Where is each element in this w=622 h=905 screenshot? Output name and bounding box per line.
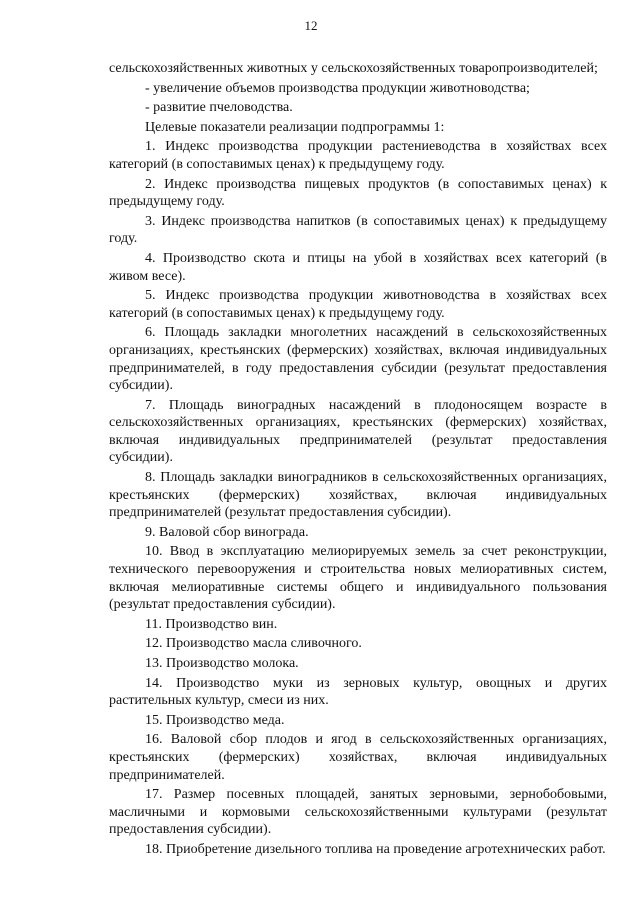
paragraph: 1. Индекс производства продукции растениеводства в хозяйствах всех категорий (в сопоставимых ценах) к предыдущему году. (109, 139, 607, 172)
paragraph: 10. Ввод в эксплуатацию мелиорируемых земель за счет реконструкции, технического перевооружения и строительства новых мелиоративных систем, включая мелиоративные системы общего и индивидуального пользования (результат предоставления субсидии). (109, 544, 607, 613)
paragraph: 9. Валовой сбор винограда. (145, 524, 309, 540)
paragraph: Целевые показатели реализации подпрограммы 1: (145, 119, 445, 135)
paragraph: 3. Индекс производства напитков (в сопоставимых ценах) к предыдущему году. (109, 213, 607, 247)
page-number: 12 (304, 18, 318, 33)
paragraph: сельскохозяйственных животных у сельскохозяйственных товаропроизводителей; (109, 61, 598, 76)
paragraph: 12. Производство масла сливочного. (145, 636, 362, 652)
paragraph: 15. Производство меда. (145, 712, 285, 728)
paragraph: 17. Размер посевных площадей, занятых зерновыми, зернобобовыми, масличными и кормовыми сельскохозяйственными культурами (результат предоставления субсидии). (109, 787, 607, 838)
paragraph: 6. Площадь закладки многолетних насаждений в сельскохозяйственных организациях, крестьянских (фермерских) хозяйствах, включая индивидуальных предпринимателей, в году предоставления субсидии (результат предоставления субсидии). (109, 325, 607, 394)
paragraph: 8. Площадь закладки виноградников в сельскохозяйственных организациях, крестьянских (фермерских) хозяйствах, включая индивидуальных предпринимателей (результат предоставления субсидии). (109, 470, 607, 521)
paragraph: 2. Индекс производства пищевых продуктов (в сопоставимых ценах) к предыдущему году. (109, 176, 607, 210)
paragraph: 4. Производство скота и птицы на убой в хозяйствах всех категорий (в живом весе). (109, 250, 607, 284)
paragraph: 5. Индекс производства продукции животноводства в хозяйствах всех категорий (в сопоставимых ценах) к предыдущему году. (109, 288, 607, 321)
paragraph: 13. Производство молока. (145, 656, 299, 671)
paragraph: - развитие пчеловодства. (145, 100, 293, 116)
paragraph: - увеличение объемов производства продукции животноводства; (145, 80, 530, 96)
paragraph: 11. Производство вин. (145, 616, 278, 632)
paragraph: 18. Приобретение дизельного топлива на проведение агротехнических работ. (145, 841, 606, 857)
paragraph: 7. Площадь виноградных насаждений в плодоносящем возрасте в сельскохозяйственных организациях, крестьянских (фермерских) хозяйствах, включая индивидуальных предпринимателей (результат предоставления субсидии). (109, 397, 607, 466)
paragraph: 14. Производство муки из зерновых культур, овощных и других растительных культур, смеси из них. (109, 675, 607, 709)
document-body (109, 60, 607, 861)
paragraph: 16. Валовой сбор плодов и ягод в сельскохозяйственных организациях, крестьянских (фермерских) хозяйствах, включая индивидуальных предпринимателей. (109, 732, 607, 783)
